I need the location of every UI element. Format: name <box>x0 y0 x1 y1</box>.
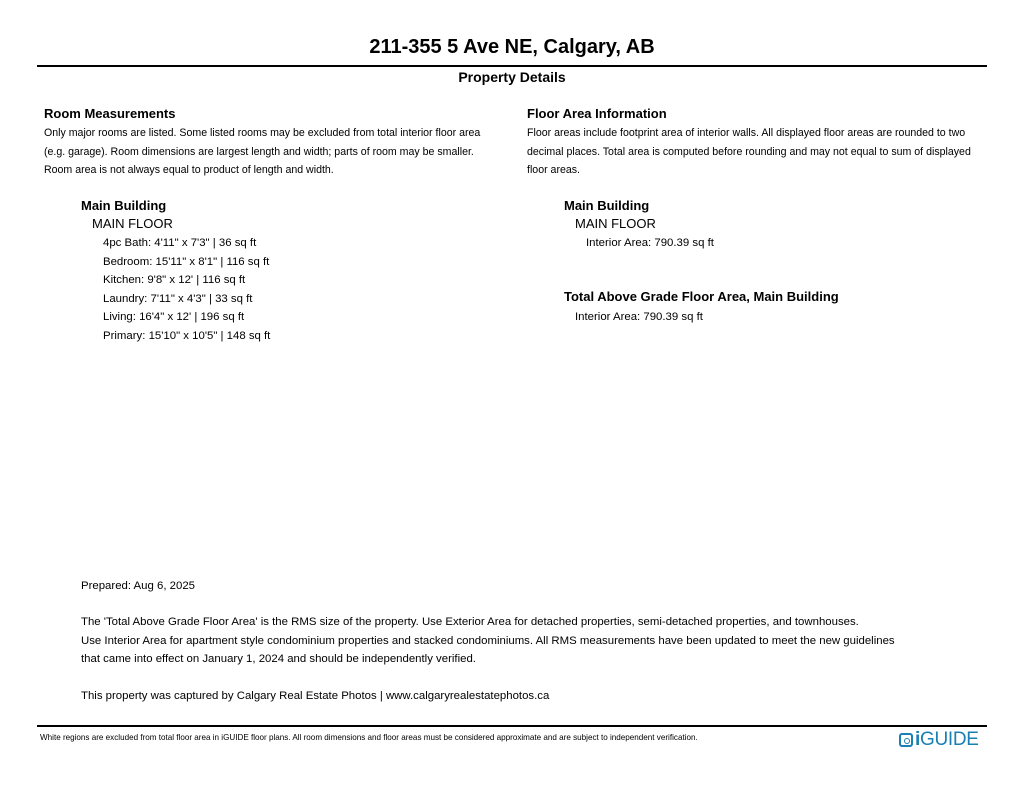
floor-note-line: Floor areas include footprint area of interior walls. All displayed floor areas are rounded to two <box>527 127 966 139</box>
rms-notice <box>81 613 981 669</box>
total-floor-area-heading: Total Above Grade Floor Area, Main Building <box>564 289 839 304</box>
room-item: Bedroom: 15'11" x 8'1" | 116 sq ft <box>103 255 270 268</box>
room-item: Laundry: 7'11" x 4'3" | 33 sq ft <box>103 292 253 305</box>
room-item: 4pc Bath: 4'11" x 7'3" | 36 sq ft <box>103 237 257 249</box>
page-title: 211-355 5 Ave NE, Calgary, AB <box>369 36 655 58</box>
footer-disclaimer: White regions are excluded from total floor area in iGUIDE floor plans. All room dimensions and floor areas must be considered approximate and are subject to independent verification. <box>40 733 698 742</box>
room-note-line: (e.g. garage). Room dimensions are largest length and width; parts of room may be smaller. <box>44 145 474 158</box>
prepared-date: Prepared: Aug 6, 2025 <box>81 580 195 592</box>
captured-by: This property was captured by Calgary Real Estate Photos | www.calgaryrealestatephotos.ca <box>81 690 550 702</box>
floor-floor-label: MAIN FLOOR <box>575 216 656 231</box>
room-measurements-note <box>44 124 514 180</box>
header-divider <box>37 65 987 67</box>
page-subtitle: Property Details <box>458 69 566 85</box>
room-note-line: Only major rooms are listed. Some listed rooms may be excluded from total interior floor area <box>44 127 481 139</box>
room-item: Kitchen: 9'8" x 12' | 116 sq ft <box>103 274 246 286</box>
floor-interior-area: Interior Area: 790.39 sq ft <box>586 237 714 249</box>
iguide-logo <box>899 729 979 751</box>
room-item: Primary: 15'10" x 10'5" | 148 sq ft <box>103 329 271 342</box>
footer-divider <box>37 725 987 727</box>
room-item: Living: 16'4" x 12' | 196 sq ft <box>103 311 245 323</box>
floor-building-label: Main Building <box>564 198 650 213</box>
total-interior-area: Interior Area: 790.39 sq ft <box>575 311 703 323</box>
rms-line: The 'Total Above Grade Floor Area' is the RMS size of the property. Use Exterior Area for detached properties, semi-detached properties, and townhouses. <box>81 616 859 628</box>
room-list <box>103 234 270 345</box>
room-building-label: Main Building <box>81 198 167 213</box>
rms-line: Use Interior Area for apartment style condominium properties and stacked condominiums. All RMS measurements have been updated to meet the new guidelines <box>81 634 895 647</box>
floor-area-note <box>527 124 997 180</box>
floor-area-heading: Floor Area Information <box>527 106 667 121</box>
iguide-logo-icon <box>899 733 913 747</box>
room-note-line: Room area is not always equal to product of length and width. <box>44 164 334 177</box>
rms-line: that came into effect on January 1, 2024 and should be independently verified. <box>81 653 476 665</box>
floor-note-line: decimal places. Total area is computed before rounding and may not equal to sum of displayed <box>527 145 971 158</box>
room-floor-label: MAIN FLOOR <box>92 216 173 231</box>
iguide-logo-text: iGUIDE <box>915 729 979 750</box>
floor-note-line: floor areas. <box>527 164 580 177</box>
room-measurements-heading: Room Measurements <box>44 106 176 121</box>
